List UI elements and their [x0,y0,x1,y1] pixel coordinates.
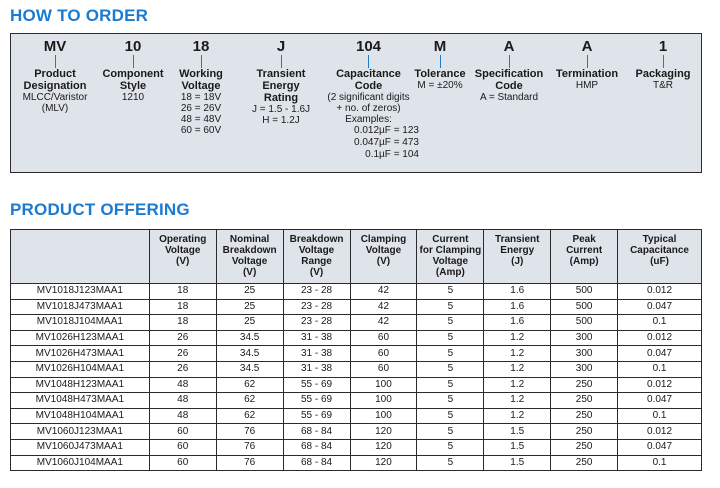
order-field-description: (MLV) [41,103,69,114]
order-field-description: MLCC/Varistor [22,92,88,103]
table-cell: 34.5 [216,361,283,377]
column-header-line: Range [301,256,332,267]
column-header-line: (V) [376,256,391,267]
connector-line [281,55,282,68]
part-number-cell: MV1026H473MAA1 [11,346,150,362]
order-field-description: 1210 [121,92,145,103]
column-header-line: Current [566,245,603,256]
part-number-cell: MV1048H123MAA1 [11,377,150,393]
table-row [11,408,702,424]
table-cell: 18 [149,299,216,315]
order-code: MV [43,38,67,55]
order-code: A [581,38,593,55]
column-header-line: Voltage [365,245,402,256]
order-field-description: (2 significant digits [327,92,410,103]
order-field-title: Voltage [181,80,221,92]
table-cell: 120 [350,439,417,455]
order-field-title: Tolerance [414,68,466,80]
product-offering-heading: PRODUCT OFFERING [10,200,190,219]
column-header-line: Voltage [432,256,469,267]
table-cell: 76 [216,439,283,455]
table-cell: 1.5 [484,439,551,455]
capacitance-example: 0.1µF = 104 [365,149,419,160]
table-cell: 100 [350,377,417,393]
order-field-description: H = 1.2J [262,115,300,126]
part-number-cell: MV1018J473MAA1 [11,299,150,315]
table-cell: 5 [417,361,484,377]
order-field-description: 60 = 60V [180,125,222,136]
connector-line [368,55,369,68]
table-cell: 42 [350,315,417,331]
connector-line [55,55,56,68]
table-cell: 34.5 [216,330,283,346]
table-cell: 5 [417,330,484,346]
order-field-title: Termination [555,68,619,80]
order-column-3 [236,34,326,126]
order-field-description: A = Standard [479,92,539,103]
table-cell: 60 [149,424,216,440]
table-cell: 25 [216,284,283,300]
order-field-description: + no. of zeros) [336,103,401,114]
order-field-title: Designation [23,80,87,92]
table-cell: 5 [417,408,484,424]
table-cell: 18 [149,315,216,331]
table-cell: 1.2 [484,377,551,393]
table-cell: 60 [149,439,216,455]
table-cell: 55 - 69 [283,377,350,393]
part-number-cell: MV1018J123MAA1 [11,284,150,300]
part-number-cell: MV1026H123MAA1 [11,330,150,346]
column-header-6 [484,230,551,284]
table-cell: 25 [216,299,283,315]
column-header-line: (V) [176,256,190,267]
table-cell: 55 - 69 [283,408,350,424]
table-cell: 5 [417,284,484,300]
table-cell: 0.012 [618,377,702,393]
table-cell: 1.2 [484,361,551,377]
column-header-line: Typical [642,234,677,245]
table-cell: 26 [149,330,216,346]
table-cell: 120 [350,424,417,440]
table-cell: 0.1 [618,408,702,424]
column-header-line: Transient [495,234,540,245]
column-header-line: Voltage [165,245,201,256]
table-cell: 250 [551,393,618,409]
table-cell: 26 [149,346,216,362]
column-header-line: Energy [500,245,535,256]
table-cell: 1.2 [484,408,551,424]
table-cell: 1.2 [484,330,551,346]
table-cell: 5 [417,299,484,315]
table-cell: 5 [417,424,484,440]
table-cell: 34.5 [216,346,283,362]
connector-line [440,55,441,68]
column-header-line: (Amp) [435,267,465,278]
table-cell: 0.047 [618,439,702,455]
column-header-line: (V) [309,267,324,278]
part-number-cell: MV1060J473MAA1 [11,439,150,455]
column-header-line: Breakdown [222,245,277,256]
table-cell: 100 [350,408,417,424]
column-header-1 [149,230,216,284]
order-code: M [433,38,447,55]
table-cell: 23 - 28 [283,299,350,315]
column-header-2 [216,230,283,284]
part-number-cell: MV1060J104MAA1 [11,455,150,471]
table-cell: 250 [551,377,618,393]
table-cell: 0.012 [618,284,702,300]
column-header-line: for Clamping [419,245,482,256]
table-cell: 68 - 84 [283,424,350,440]
table-cell: 0.012 [618,424,702,440]
table-cell: 31 - 38 [283,361,350,377]
column-header-line: Current [432,234,469,245]
table-cell: 68 - 84 [283,439,350,455]
table-cell: 5 [417,439,484,455]
table-cell: 0.047 [618,299,702,315]
table-cell: 300 [551,330,618,346]
order-field-title: Style [119,80,147,92]
table-row [11,299,702,315]
table-cell: 62 [216,408,283,424]
order-field-title: Rating [263,92,299,104]
table-cell: 0.047 [618,346,702,362]
table-cell: 42 [350,284,417,300]
order-field-title: Capacitance [336,68,401,80]
order-column-5 [409,34,471,91]
order-field-title: Component [102,68,164,80]
table-cell: 300 [551,346,618,362]
column-header-line: Operating [159,234,207,245]
table-cell: 1.5 [484,455,551,471]
order-code: 18 [192,38,210,55]
column-header-7 [551,230,618,284]
table-cell: 60 [149,455,216,471]
order-code: 10 [124,38,142,55]
table-cell: 23 - 28 [283,284,350,300]
column-header-line: (uF) [650,256,669,267]
order-code: 104 [355,38,382,55]
table-cell: 62 [216,377,283,393]
how-to-order-heading: HOW TO ORDER [10,6,149,25]
order-column-4 [316,34,421,161]
table-cell: 1.6 [484,315,551,331]
table-cell: 5 [417,393,484,409]
order-field-title: Specification [474,68,544,80]
table-cell: 100 [350,393,417,409]
table-cell: 1.2 [484,346,551,362]
table-cell: 5 [417,315,484,331]
table-cell: 60 [350,361,417,377]
table-cell: 55 - 69 [283,393,350,409]
table-cell: 31 - 38 [283,330,350,346]
column-header-0 [11,230,150,284]
order-field-title: Product [34,68,76,80]
table-cell: 48 [149,393,216,409]
table-cell: 0.1 [618,455,702,471]
order-field-description: HMP [575,80,599,91]
column-header-line: Peak [572,234,596,245]
part-number-cell: MV1026H104MAA1 [11,361,150,377]
connector-line [133,55,134,68]
table-cell: 18 [149,284,216,300]
table-cell: 60 [350,330,417,346]
part-number-cell: MV1048H473MAA1 [11,393,150,409]
table-cell: 500 [551,315,618,331]
table-cell: 68 - 84 [283,455,350,471]
table-row [11,424,702,440]
order-column-8 [623,34,703,91]
column-header-8 [618,230,702,284]
table-row [11,377,702,393]
order-field-title: Energy [262,80,300,92]
table-cell: 1.5 [484,424,551,440]
column-header-line: Breakdown [289,234,344,245]
table-row [11,393,702,409]
order-field-description: M = ±20% [417,80,463,91]
order-field-description: 18 = 18V [180,92,222,103]
order-field-title: Code [495,80,523,92]
connector-line [587,55,588,68]
column-header-line: Voltage [298,245,335,256]
order-field-title: Working [179,68,223,80]
part-number-cell: MV1060J123MAA1 [11,424,150,440]
part-number-cell: MV1018J104MAA1 [11,315,150,331]
table-cell: 250 [551,455,618,471]
table-cell: 5 [417,455,484,471]
table-cell: 1.6 [484,299,551,315]
table-cell: 42 [350,299,417,315]
capacitance-example: 0.047µF = 473 [354,137,419,148]
column-header-line: (Amp) [569,256,599,267]
table-row [11,284,702,300]
order-column-1 [97,34,169,103]
order-field-description: 26 = 26V [180,103,222,114]
table-cell: 60 [350,346,417,362]
order-column-2 [167,34,235,136]
table-cell: 48 [149,377,216,393]
table-cell: 23 - 28 [283,315,350,331]
order-field-description: J = 1.5 - 1.6J [251,104,311,115]
table-cell: 120 [350,455,417,471]
order-code: A [503,38,515,55]
column-header-5 [417,230,484,284]
column-header-line: Capacitance [630,245,689,256]
table-row [11,439,702,455]
column-header-4 [350,230,417,284]
table-row [11,361,702,377]
order-field-title: Packaging [635,68,691,80]
product-offering-table [10,229,702,471]
table-cell: 31 - 38 [283,346,350,362]
table-cell: 250 [551,408,618,424]
order-field-description: Examples: [345,114,392,125]
column-header-3 [283,230,350,284]
table-cell: 62 [216,393,283,409]
table-cell: 500 [551,299,618,315]
table-header-row [11,230,702,284]
table-cell: 76 [216,424,283,440]
column-header-line: Voltage [231,256,268,267]
table-cell: 0.1 [618,361,702,377]
connector-line [201,55,202,68]
table-cell: 48 [149,408,216,424]
column-header-line: (V) [242,267,257,278]
order-code: 1 [658,38,668,55]
table-cell: 0.1 [618,315,702,331]
table-cell: 1.6 [484,284,551,300]
table-cell: 250 [551,439,618,455]
table-cell: 26 [149,361,216,377]
connector-line [663,55,664,68]
order-field-title: Transient [256,68,306,80]
table-cell: 25 [216,315,283,331]
table-cell: 5 [417,346,484,362]
order-column-0 [15,34,95,114]
part-number-cell: MV1048H104MAA1 [11,408,150,424]
order-code: J [276,38,286,55]
connector-line [509,55,510,68]
table-cell: 76 [216,455,283,471]
order-column-6 [473,34,545,103]
table-cell: 250 [551,424,618,440]
table-row [11,455,702,471]
table-cell: 5 [417,377,484,393]
column-header-line: Nominal [229,234,270,245]
table-cell: 0.012 [618,330,702,346]
table-row [11,315,702,331]
capacitance-example: 0.012µF = 123 [354,125,419,136]
order-field-title: Code [354,80,383,92]
table-cell: 500 [551,284,618,300]
column-header-line: (J) [511,256,524,267]
order-field-description: 48 = 48V [180,114,222,125]
column-header-line: Clamping [360,234,407,245]
table-cell: 0.047 [618,393,702,409]
order-column-7 [551,34,623,91]
how-to-order-panel [10,33,702,173]
table-row [11,330,702,346]
table-row [11,346,702,362]
table-cell: 300 [551,361,618,377]
table-cell: 1.2 [484,393,551,409]
order-field-description: T&R [653,80,673,91]
